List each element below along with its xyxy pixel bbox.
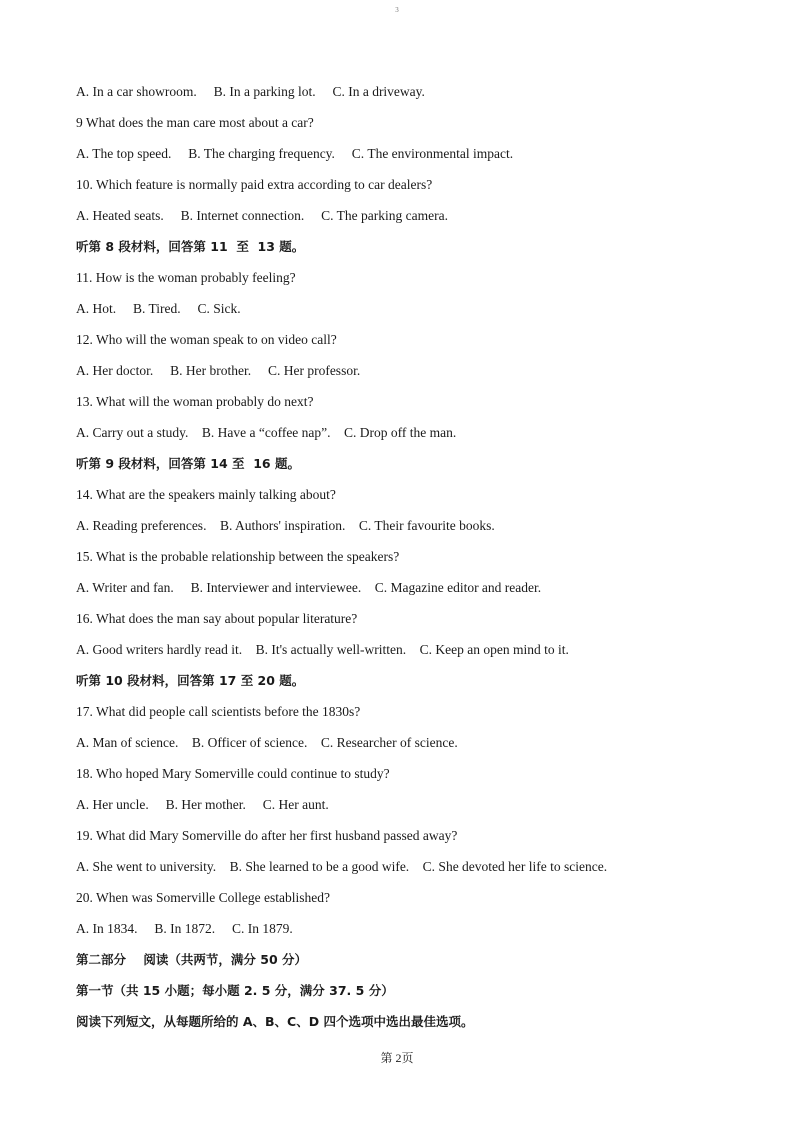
question-line: A. Her uncle. B. Her mother. C. Her aunt. [76,797,329,812]
question-line: A. Man of science. B. Officer of science. C. Researcher of science. [76,735,458,750]
question-line: A. Reading preferences. B. Authors' inspiration. C. Their favourite books. [76,518,495,533]
question-line: 18. Who hoped Mary Somerville could continue to study? [76,766,390,781]
question-line: A. In 1834. B. In 1872. C. In 1879. [76,921,293,936]
question-line: 9 What does the man care most about a car? [76,115,314,130]
question-line: 10. Which feature is normally paid extra according to car dealers? [76,177,433,192]
question-line: 13. What will the woman probably do next? [76,394,314,409]
section-heading: 听第 8 段材料，回答第 11 至 13 题。 [76,239,305,254]
section-heading: 第二部分 阅读（共两节，满分 50 分） [76,952,308,967]
section-heading: 听第 10 段材料，回答第 17 至 20 题。 [76,673,305,688]
section-heading: 阅读下列短文，从每题所给的 A、B、C、D 四个选项中选出最佳选项。 [76,1014,474,1029]
question-line: 14. What are the speakers mainly talking about? [76,487,336,502]
question-line: A. Carry out a study. B. Have a “coffee nap”. C. Drop off the man. [76,425,457,440]
page-number-footer: 第 2页 [380,1051,414,1065]
question-line: A. Hot. B. Tired. C. Sick. [76,301,241,316]
question-line: 20. When was Somerville College established? [76,890,330,905]
page-top-mark: 3 [395,6,399,14]
question-line: A. In a car showroom. B. In a parking lot. C. In a driveway. [76,84,425,99]
question-line: A. Her doctor. B. Her brother. C. Her professor. [76,363,361,378]
question-line: A. Heated seats. B. Internet connection. C. The parking camera. [76,208,449,223]
question-line: 16. What does the man say about popular literature? [76,611,358,626]
question-line: 12. Who will the woman speak to on video call? [76,332,337,347]
question-line: 19. What did Mary Somerville do after her first husband passed away? [76,828,458,843]
question-line: A. Good writers hardly read it. B. It's actually well-written. C. Keep an open mind to it. [76,642,569,657]
question-line: 11. How is the woman probably feeling? [76,270,296,285]
section-heading: 听第 9 段材料，回答第 14 至 16 题。 [76,456,300,471]
question-line: A. Writer and fan. B. Interviewer and interviewee. C. Magazine editor and reader. [76,580,542,595]
document-body [76,82,756,1043]
section-heading: 第一节（共 15 小题；每小题 2. 5 分，满分 37. 5 分） [76,983,394,998]
question-line: A. The top speed. B. The charging frequency. C. The environmental impact. [76,146,514,161]
question-line: 17. What did people call scientists before the 1830s? [76,704,361,719]
question-line: A. She went to university. B. She learned to be a good wife. C. She devoted her life to science. [76,859,608,874]
question-line: 15. What is the probable relationship between the speakers? [76,549,400,564]
